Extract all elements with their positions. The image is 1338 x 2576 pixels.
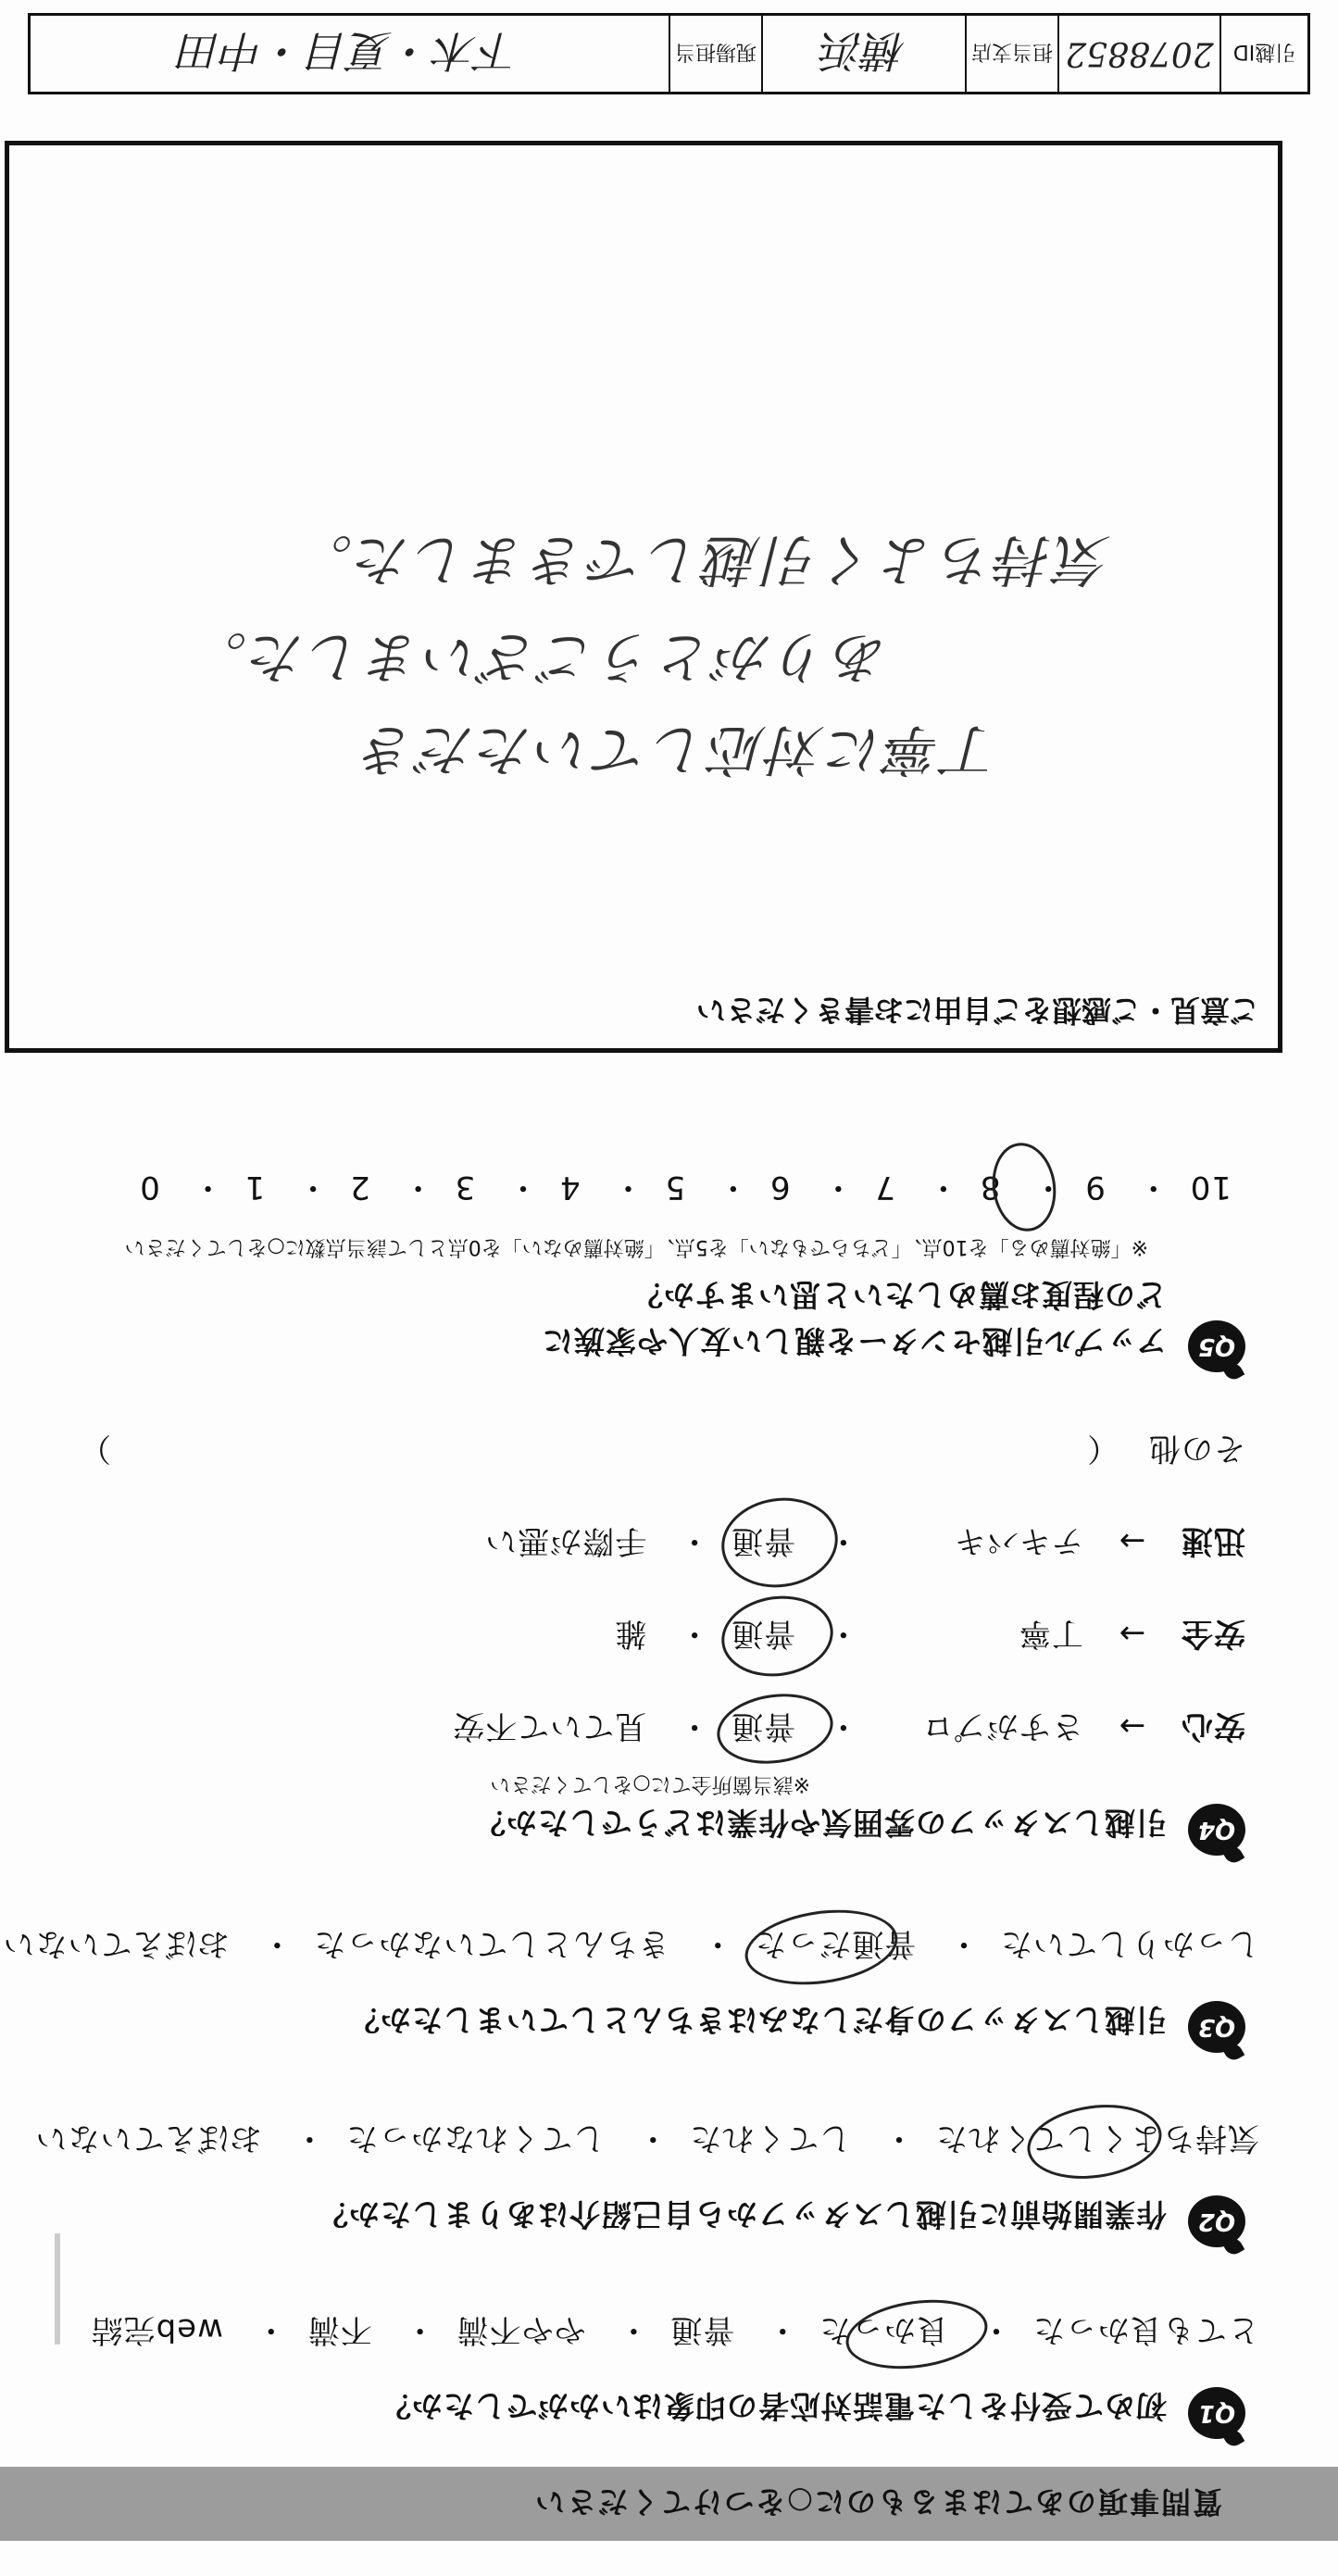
q4-option[interactable]: さすがプロ: [920, 1707, 1083, 1744]
q1-option-web[interactable]: web完結: [90, 2311, 223, 2348]
free-comment-label: ご意見・ご感想をご自由にお書きください: [695, 993, 1259, 1028]
q5-scale: 10・ 9・ 8・ 7・ 6・ 5・ 4・ 3・ 2・ 1・ 0: [139, 1169, 1232, 1206]
q4-jinsoku-selected-circle: [716, 1491, 844, 1595]
q4-row-anzen: 安全 → 丁寧・ 普通・ 雑: [614, 1614, 1245, 1659]
q4-option[interactable]: 雑: [614, 1615, 647, 1652]
free-comment-box[interactable]: [5, 141, 1282, 1053]
q5-score-0[interactable]: 0: [139, 1169, 160, 1206]
q2-badge: Q2: [1188, 2195, 1245, 2247]
q5-badge: Q5: [1188, 1320, 1245, 1372]
q3-selected-circle: [740, 1901, 902, 1994]
q5-score-7[interactable]: 7: [874, 1169, 896, 1206]
q1-option-slightly-unsatisfied[interactable]: やや不満: [456, 2311, 586, 2348]
q2-option-yes[interactable]: してくれた: [689, 2120, 852, 2157]
q1-text: 初めて受付をした電話対応者の印象はいかがでしたか？: [380, 2388, 1167, 2424]
q4-row-label: 安心: [1181, 1707, 1245, 1744]
site-staff-value-cell: 下木・夏目・中田: [179, 26, 520, 76]
q5-text-line1: アップル引越センターを親しい友人や家族に: [541, 1323, 1167, 1359]
q4-option[interactable]: 丁寧: [1018, 1615, 1083, 1652]
move-id-value-cell: 2078852: [1057, 16, 1219, 92]
q5-score-6[interactable]: 6: [769, 1169, 791, 1206]
q2-option-pleasant[interactable]: 気持ちよくしてくれた: [935, 2120, 1259, 2157]
q1-option-normal[interactable]: 普通: [669, 2311, 735, 2348]
handwritten-comment-line-1: 丁寧に対応していただき: [358, 717, 1000, 782]
q4-anshin-selected-circle: [712, 1687, 837, 1771]
q5-score-4[interactable]: 4: [559, 1169, 581, 1206]
q4-row-jinsoku: 迅速 → テキパキ・ 普通・ 手際が悪い: [484, 1521, 1245, 1567]
q3-options: しっかりしていた・ 普通だった・ きちんとしていなかった・ おぼえていない: [2, 1925, 1259, 1962]
branch-label-cell: 担当支店: [965, 16, 1057, 92]
q2-option-no[interactable]: してくれなかった: [345, 2120, 606, 2157]
q5-score-10[interactable]: 10: [1189, 1169, 1232, 1206]
q3-text: 引越しスタッフの身だしなみはきちんとしていましたか？: [348, 2002, 1167, 2038]
q4-text: 引越しスタッフの雰囲気や作業はどうでしたか？: [474, 1805, 1167, 1841]
q2-options: 気持ちよくしてくれた・ してくれた・ してくれなかった・ おぼえていない: [34, 2120, 1259, 2157]
q1-badge: Q1: [1188, 2387, 1245, 2439]
q2-option-dont-remember[interactable]: おぼえていない: [34, 2120, 262, 2157]
branch-value-cell: 横浜: [761, 16, 965, 92]
q5-score-2[interactable]: 2: [349, 1169, 370, 1206]
q4-other: その他 （ ）: [79, 1430, 1245, 1467]
q4-note: ※該当箇所全てに○をしてください: [490, 1772, 810, 1795]
q4-row-anshin: 安心 → さすがプロ・ 普通・ 見ていて不安: [452, 1707, 1245, 1752]
q5-score-3[interactable]: 3: [454, 1169, 476, 1206]
q5-score-9[interactable]: 9: [1084, 1169, 1106, 1206]
q4-option[interactable]: 見ていて不安: [452, 1707, 647, 1744]
q4-anzen-selected-circle: [717, 1589, 839, 1683]
move-id-label-cell: 引越ID: [1219, 16, 1307, 92]
q2-selected-circle: [1022, 2096, 1166, 2187]
scan-edge-mark: [55, 2233, 60, 2345]
q5-selected-circle: [987, 1139, 1062, 1236]
handwritten-comment-line-3: 気持ちよく引越しできました。: [294, 527, 1111, 592]
q1-option-very-good[interactable]: とても良かった: [1032, 2311, 1259, 2348]
handwritten-comment-line-2: ありがとうございました。: [189, 624, 889, 689]
q1-option-unsatisfied[interactable]: 不満: [306, 2311, 372, 2348]
q4-badge: Q4: [1188, 1804, 1245, 1856]
q4-option[interactable]: 普通: [731, 1707, 796, 1744]
q3-option-neat[interactable]: しっかりしていた: [1000, 1925, 1259, 1962]
instruction-banner: [0, 2467, 1338, 2541]
q5-score-5[interactable]: 5: [664, 1169, 686, 1206]
q4-option[interactable]: テキパキ: [953, 1522, 1083, 1559]
q5-score-1[interactable]: 1: [244, 1169, 266, 1206]
instruction-text: 質問事項のあてはまるものに○をつけてください: [533, 2484, 1222, 2520]
q4-option[interactable]: 普通: [731, 1615, 796, 1652]
q2-text: 作業開始前に引越しスタッフから自己紹介はありましたか？: [317, 2196, 1167, 2232]
q4-option[interactable]: 手際が悪い: [484, 1522, 647, 1559]
q3-option-normal[interactable]: 普通だった: [754, 1925, 917, 1962]
q3-badge: Q3: [1188, 2001, 1245, 2053]
q5-note: ※「絶対薦める」を10点、「どちらでもない」を5点、「絶対薦めない」を0点として該当点数に○をしてください: [124, 1235, 1148, 1258]
q5-score-8[interactable]: 8: [979, 1169, 1001, 1206]
q1-selected-circle: [842, 2292, 993, 2378]
staff-info-table: [28, 13, 1310, 94]
q4-option[interactable]: 普通: [731, 1522, 796, 1559]
q1-option-good[interactable]: 良かった: [819, 2311, 949, 2348]
q3-option-not-neat[interactable]: きちんとしていなかった: [313, 1925, 670, 1962]
q5-text-line2: どの程度お薦めしたいと思いますか？: [631, 1277, 1167, 1313]
q3-option-dont-remember[interactable]: おぼえていない: [2, 1925, 230, 1962]
site-staff-label-cell: 現場担当: [669, 16, 761, 92]
q1-options: とても良かった・ 良かった・ 普通・ やや不満・ 不満・ web完結: [90, 2311, 1259, 2348]
